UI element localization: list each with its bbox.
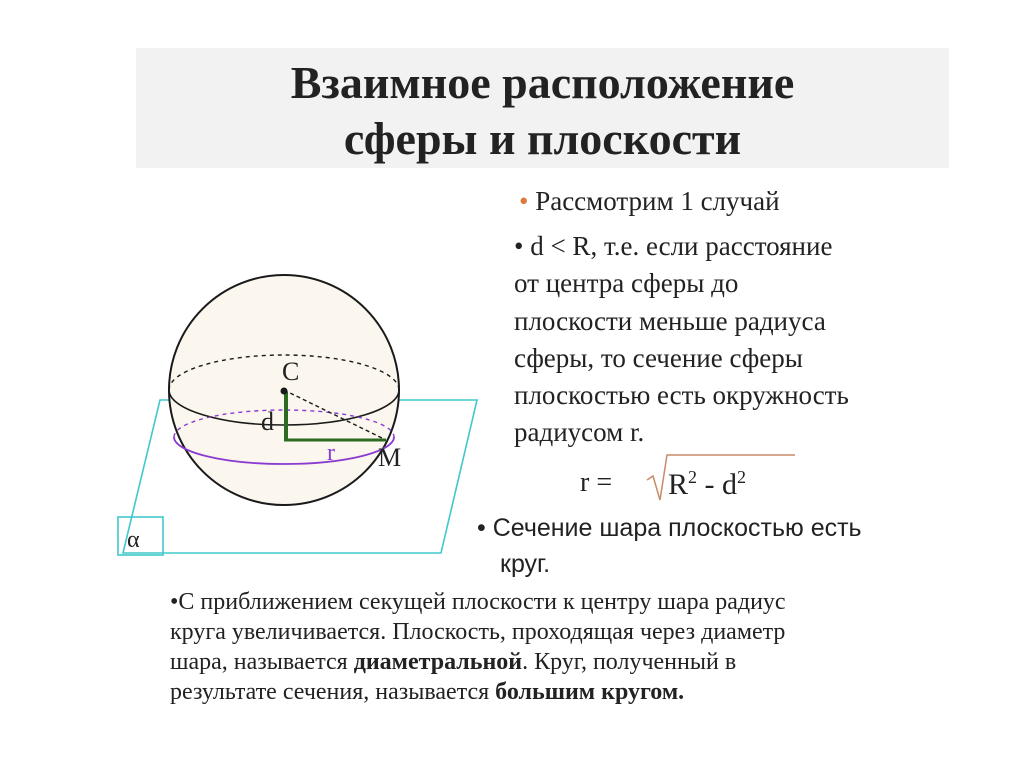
label-point: M — [378, 443, 402, 472]
case-heading — [519, 183, 780, 220]
condition-line-1: • d < R, т.е. если расстояние — [514, 231, 833, 261]
formula-exp-2: 2 — [737, 467, 747, 487]
bottom-line-3-before: шара, называется — [170, 649, 354, 675]
case-heading-text: Рассмотрим 1 случай — [535, 186, 780, 216]
formula-radicand — [668, 459, 746, 503]
title-line-1: Взаимное расположение — [290, 57, 795, 108]
case-bullet: • — [519, 186, 529, 216]
formula-exp-1: 2 — [688, 467, 698, 487]
center-point — [281, 388, 288, 395]
plane-label-box — [118, 517, 163, 555]
bottom-line-4 — [170, 677, 930, 707]
label-distance: d — [261, 407, 274, 436]
condition-line-3: плоскости меньше радиуса — [514, 306, 826, 336]
condition-line-2: от центра сферы до — [514, 268, 739, 298]
term-great-circle: большим кругом. — [495, 679, 685, 705]
bottom-line-3-after: . Круг, полученный в — [522, 649, 737, 675]
formula-R: R — [668, 468, 689, 501]
bottom-line-2: круга увеличивается. Плоскость, проходящая через диаметр — [170, 619, 786, 645]
label-center: C — [282, 357, 300, 386]
term-diametral: диаметральной — [353, 649, 523, 675]
ball-section-line-2: круг. — [500, 550, 551, 578]
condition-line-6: радиусом r. — [514, 417, 645, 447]
formula-lhs: r = — [580, 467, 613, 498]
ball-section-line-1: • Сечение шара плоскостью есть — [477, 514, 862, 542]
plane-label: α — [127, 527, 140, 553]
label-radius: r — [327, 440, 335, 466]
bottom-paragraph — [170, 587, 930, 707]
title-line-2: сферы и плоскости — [343, 113, 742, 164]
bottom-line-4-before: результате сечения, называется — [170, 679, 496, 705]
bottom-line-1: •С приближением секущей плоскости к центру шара радиус — [170, 589, 786, 615]
formula-minus-d: - d — [697, 468, 738, 501]
condition-line-5: плоскостью есть окружность — [514, 380, 849, 410]
bottom-line-3 — [170, 647, 930, 677]
condition-line-4: сферы, то сечение сферы — [514, 343, 803, 373]
